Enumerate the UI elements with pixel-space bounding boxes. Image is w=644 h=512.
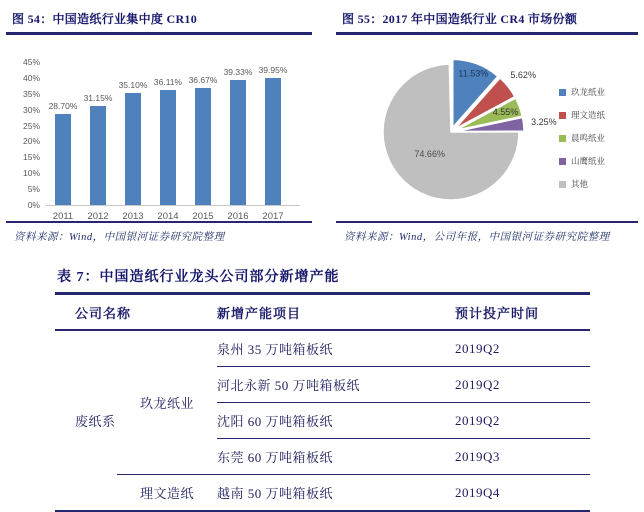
project-cell: 泉州 35 万吨箱板纸 xyxy=(217,330,455,367)
bar-value-label: 28.70% xyxy=(48,100,78,111)
figure-54-source: 资料来源：Wind，中国银河证券研究院整理 xyxy=(14,232,225,243)
bar-value-label: 39.33% xyxy=(223,67,253,78)
figure-55-panel xyxy=(336,6,638,244)
x-axis-line xyxy=(46,205,300,206)
y-axis-label: 20% xyxy=(22,136,40,147)
bar xyxy=(265,78,281,205)
bar xyxy=(230,80,246,205)
bar-value-label: 35.10% xyxy=(118,80,148,91)
time-cell: 2019Q2 xyxy=(455,367,590,403)
pie-slice-label: 5.62% xyxy=(510,69,536,80)
legend-item xyxy=(559,157,605,166)
bar xyxy=(90,106,106,205)
company-cell: 理文造纸 xyxy=(140,486,195,501)
legend-label: 山鹰纸业 xyxy=(571,156,606,166)
col-header-company: 公司名称 xyxy=(55,295,217,330)
legend-item xyxy=(559,88,605,97)
figure-54-title: 图 54：中国造纸行业集中度 CR10 xyxy=(12,12,198,26)
col-header-time: 预计投产时间 xyxy=(455,295,590,330)
legend-item xyxy=(559,180,605,189)
time-cell: 2019Q3 xyxy=(455,439,590,475)
time-cell: 2019Q2 xyxy=(455,403,590,439)
bar xyxy=(55,114,71,205)
bar-chart xyxy=(6,35,312,221)
y-axis-label: 0% xyxy=(27,200,40,210)
bar-value-label: 39.95% xyxy=(258,65,288,76)
y-axis-label: 35% xyxy=(22,88,40,99)
legend-label: 玖龙纸业 xyxy=(571,87,606,97)
time-cell: 2019Q2 xyxy=(455,330,590,367)
figure-55-source: 资料来源：Wind，公司年报，中国银河证券研究院整理 xyxy=(344,232,610,243)
x-axis-label: 2016 xyxy=(227,211,249,222)
legend-swatch-icon xyxy=(559,89,566,96)
bar xyxy=(195,88,211,205)
bar-value-label: 31.15% xyxy=(83,93,113,103)
project-cell: 东莞 60 万吨箱板纸 xyxy=(217,439,455,475)
legend-swatch-icon xyxy=(559,158,566,165)
pie-slice-label: 3.25% xyxy=(531,117,557,128)
time-cell: 2019Q4 xyxy=(455,484,500,500)
bar xyxy=(125,93,141,205)
x-axis-label: 2011 xyxy=(52,211,74,222)
y-axis-label: 5% xyxy=(27,184,40,195)
y-axis-label: 40% xyxy=(22,72,40,83)
bar-value-label: 36.11% xyxy=(153,77,183,88)
pie-slice-label: 11.53% xyxy=(458,68,489,79)
project-cell: 沈阳 60 万吨箱板纸 xyxy=(217,403,455,439)
y-axis-label: 30% xyxy=(22,104,40,115)
project-cell: 越南 50 万吨箱板纸 xyxy=(217,486,334,501)
y-axis-label: 10% xyxy=(22,168,40,179)
x-axis-label: 2015 xyxy=(192,211,214,222)
legend-label: 晨鸣纸业 xyxy=(571,133,606,143)
legend-label: 理文造纸 xyxy=(571,110,606,120)
project-cell: 河北永新 50 万吨箱板纸 xyxy=(217,367,455,403)
group-cell: 废纸系 xyxy=(75,414,116,429)
capacity-table xyxy=(55,295,590,512)
y-axis-label: 15% xyxy=(22,152,40,163)
bar-value-label: 36.67% xyxy=(188,75,218,86)
legend-item xyxy=(559,134,605,143)
x-axis-label: 2017 xyxy=(262,211,284,222)
legend-item xyxy=(559,111,605,120)
col-header-project: 新增产能项目 xyxy=(217,295,455,330)
x-axis-label: 2012 xyxy=(87,211,109,222)
pie-chart xyxy=(336,35,638,221)
x-axis-label: 2013 xyxy=(122,211,144,222)
figure-55-title: 图 55：2017 年中国造纸行业 CR4 市场份额 xyxy=(342,12,578,26)
legend-swatch-icon xyxy=(559,112,566,119)
figure-54-panel xyxy=(6,6,312,244)
bar-plot xyxy=(14,57,308,221)
table-7-title: 表 7：中国造纸行业龙头公司部分新增产能 xyxy=(57,270,340,285)
legend-swatch-icon xyxy=(559,181,566,188)
bar xyxy=(160,90,176,205)
legend-swatch-icon xyxy=(559,135,566,142)
y-axis-label: 45% xyxy=(22,57,40,67)
pie-slice-label: 4.55% xyxy=(492,107,519,118)
y-axis-label: 25% xyxy=(22,120,40,131)
legend-label: 其他 xyxy=(571,179,589,189)
table-7-section xyxy=(55,264,590,512)
pie-legend xyxy=(559,88,605,203)
table-row xyxy=(55,475,590,512)
table-row xyxy=(55,330,590,367)
pie-slice-label: 74.66% xyxy=(414,148,445,159)
x-axis-label: 2014 xyxy=(157,211,179,222)
table-header-row xyxy=(55,295,590,330)
company-cell: 玖龙纸业 xyxy=(117,330,217,475)
